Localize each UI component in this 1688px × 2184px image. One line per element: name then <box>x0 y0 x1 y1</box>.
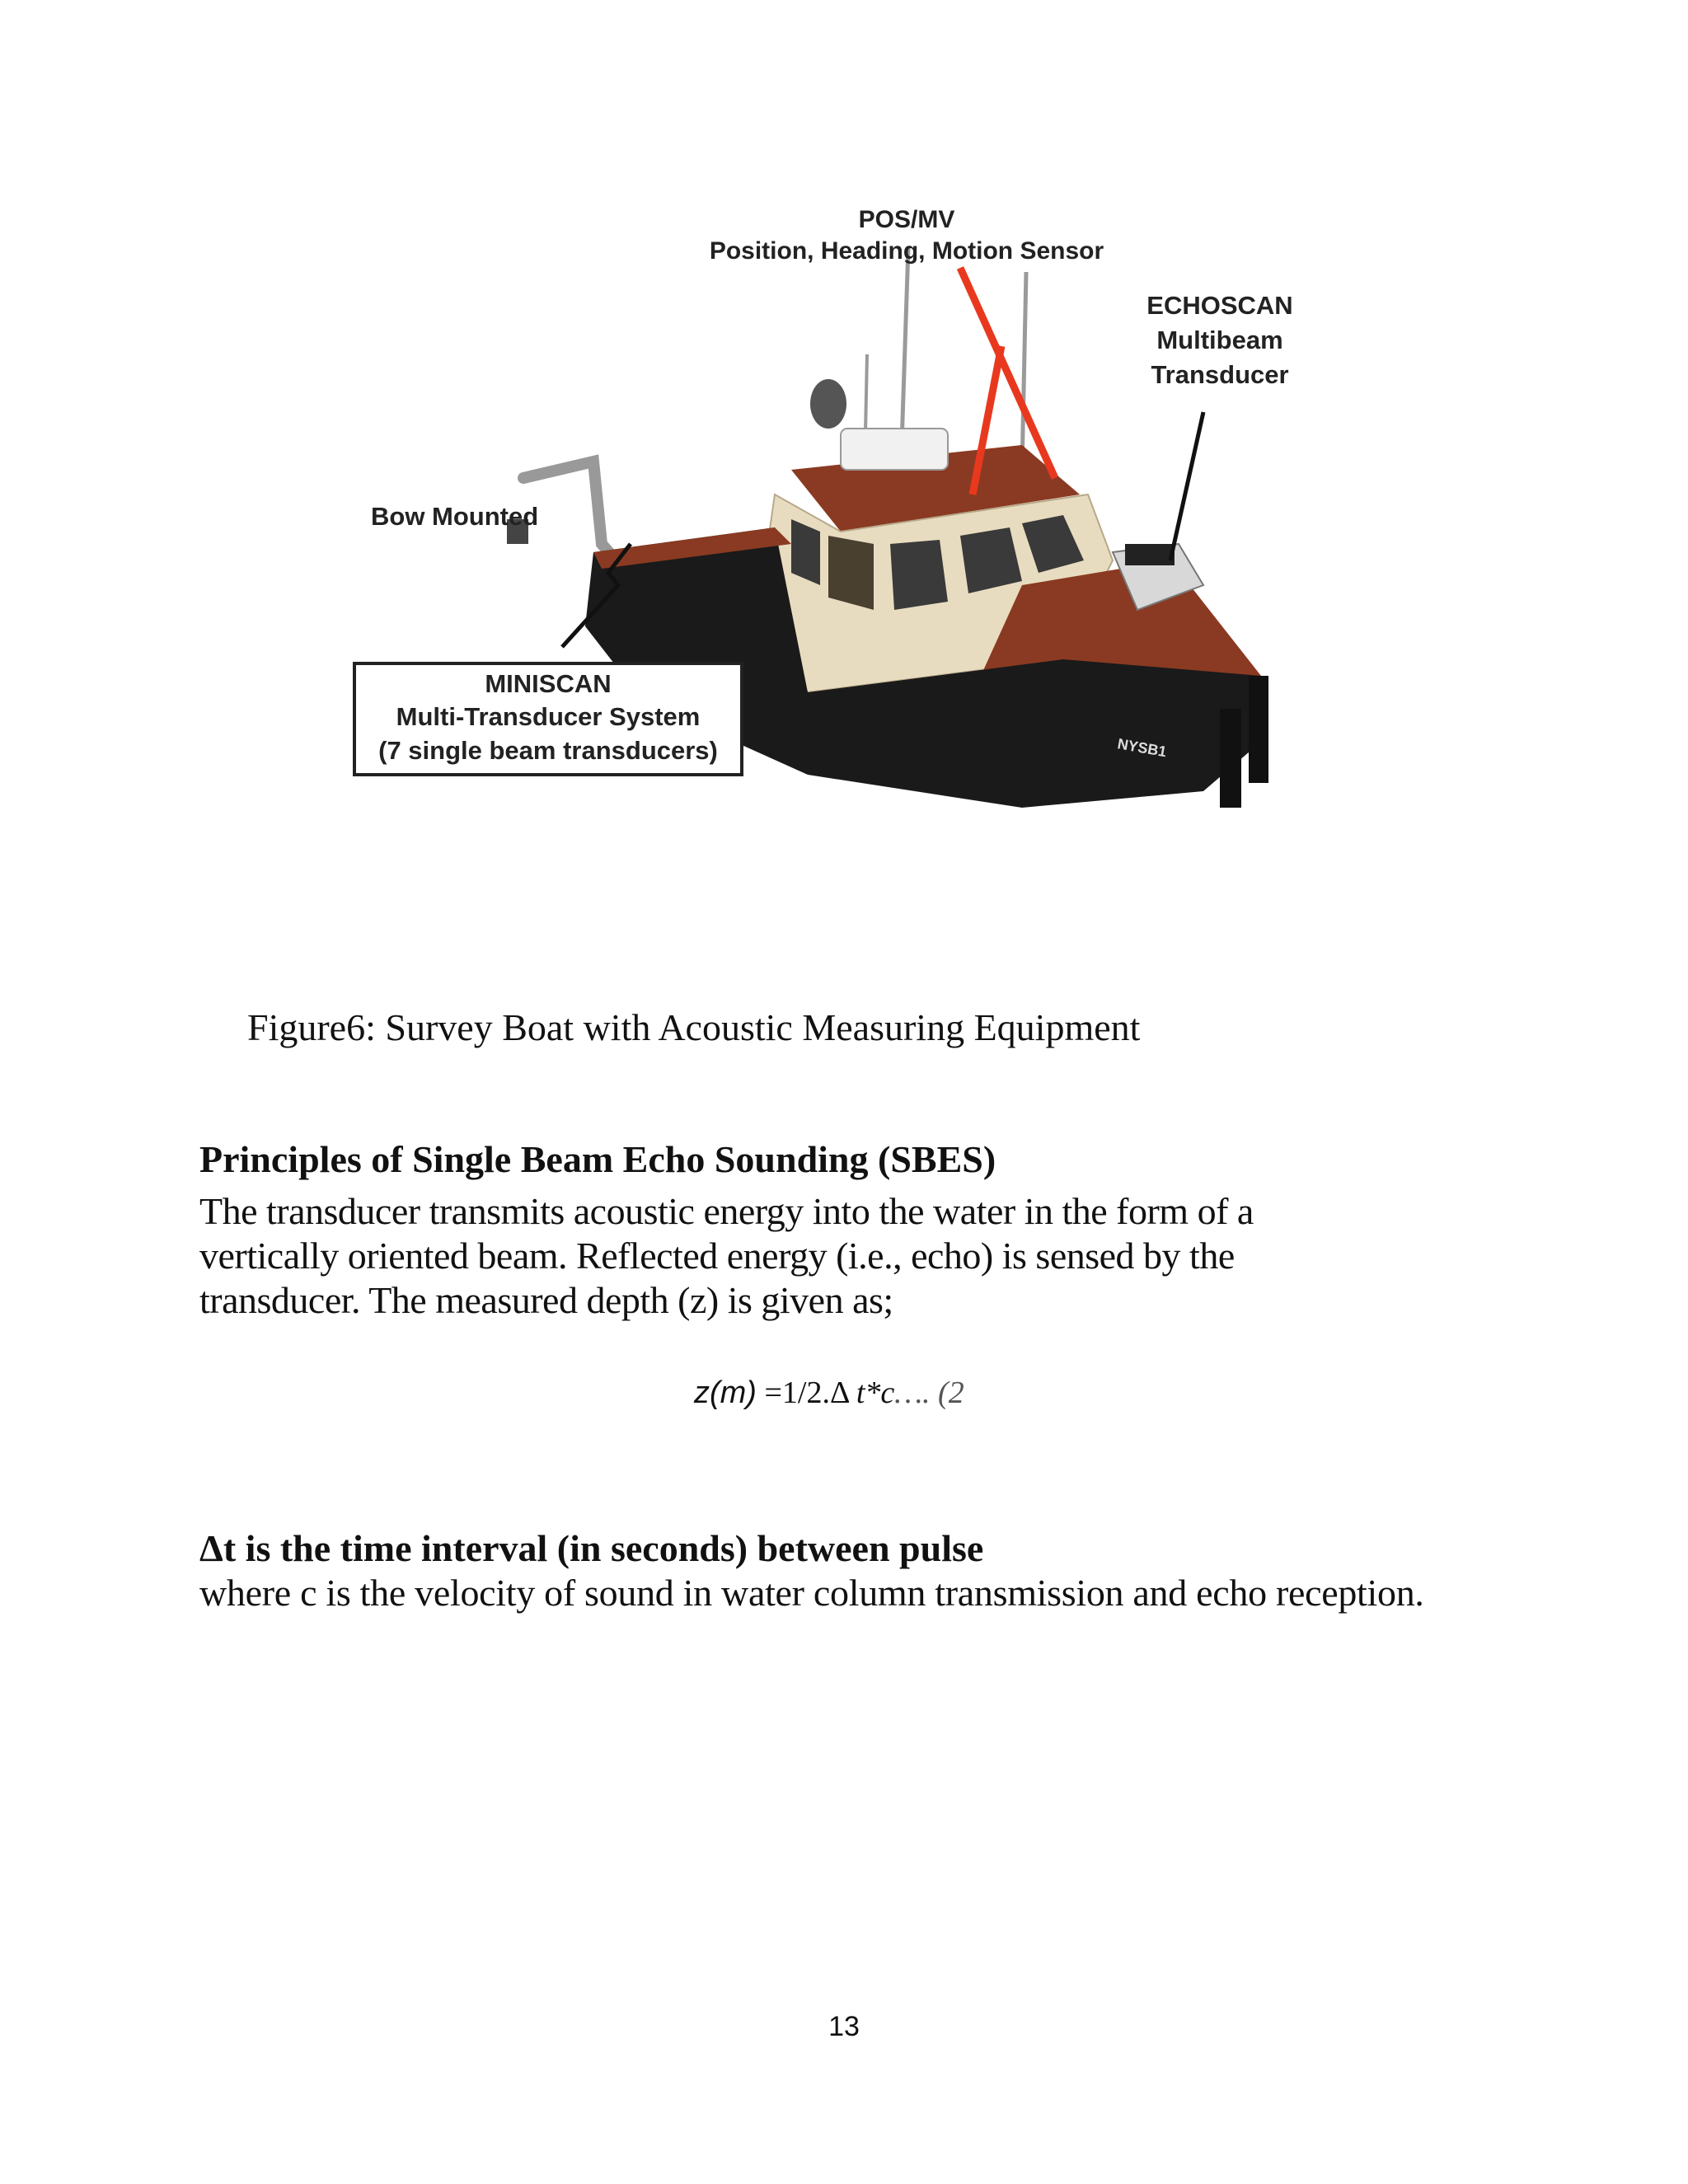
bow-mounted-text: Bow Mounted <box>371 502 539 531</box>
posmv-subtitle: Position, Heading, Motion Sensor <box>709 237 1104 265</box>
equation-lhs: z(m) <box>694 1376 757 1410</box>
dome-antenna <box>810 379 846 429</box>
figure-caption: Figure6: Survey Boat with Acoustic Measuring Equipment <box>247 1006 1141 1048</box>
echoscan-label <box>1137 288 1302 392</box>
roof-unit <box>841 429 948 470</box>
echoscan-title: ECHOSCAN <box>1146 291 1293 320</box>
survey-boat-figure <box>346 198 1319 824</box>
hull-name: NYSB1 <box>1116 735 1168 761</box>
equation-tail: …. (2 <box>894 1376 964 1410</box>
equation-rhs: =1/2. <box>764 1376 830 1410</box>
depth-equation <box>694 1375 964 1411</box>
equation-delta: Δ <box>829 1376 849 1410</box>
posmv-label <box>692 204 1121 266</box>
definition-line: where c is the velocity of sound in water column transmission and echo reception. <box>199 1572 1424 1614</box>
miniscan-line2: Multi-Transducer System <box>396 702 701 732</box>
miniscan-label <box>356 668 740 767</box>
definition-bold: Δt is the time interval (in seconds) between pulse <box>199 1527 984 1569</box>
paragraph-line-3: transducer. The measured depth (z) is given as; <box>199 1279 893 1321</box>
paragraph <box>199 1189 1518 1323</box>
paragraph-line-2: vertically oriented beam. Reflected energy (i.e., echo) is sensed by the <box>199 1235 1235 1277</box>
bow-mounted-label <box>371 501 569 533</box>
echoscan-line2: Multibeam <box>1156 325 1283 354</box>
paragraph-line-1: The transducer transmits acoustic energy into the water in the form of a <box>199 1190 1254 1232</box>
posmv-title: POS/MV <box>858 206 955 233</box>
miniscan-title: MINISCAN <box>485 669 612 698</box>
equation-term: t*c <box>856 1376 895 1410</box>
page-number: 13 <box>828 2011 860 2042</box>
echoscan-line3: Transducer <box>1151 359 1289 389</box>
echoscan-pointer <box>1170 412 1203 560</box>
miniscan-line3: (7 single beam transducers) <box>378 735 718 765</box>
section-heading: Principles of Single Beam Echo Sounding (SBES) <box>199 1138 996 1180</box>
